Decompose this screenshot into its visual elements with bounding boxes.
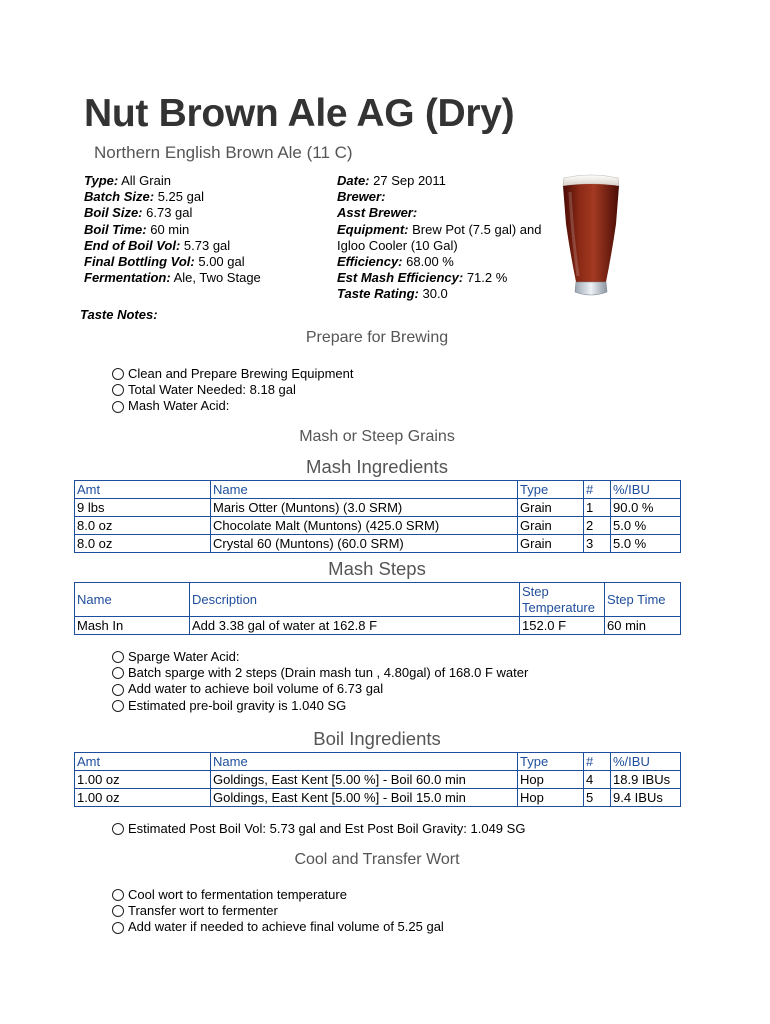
- checklist-item[interactable]: Transfer wort to fermenter: [112, 903, 444, 919]
- table-row: 8.0 oz Chocolate Malt (Muntons) (425.0 SRM) Grain 2 5.0 %: [75, 517, 681, 535]
- prepare-checklist: [112, 366, 353, 415]
- table-header-row: [75, 481, 681, 499]
- table-header-row: [75, 583, 681, 617]
- mash-ingredients-heading: Mash Ingredients: [306, 456, 448, 477]
- col-type: Type: [518, 481, 584, 499]
- col-pct-ibu: %/IBU: [611, 481, 681, 499]
- checklist-item[interactable]: Cool wort to fermentation temperature: [112, 887, 444, 903]
- meta-end-of-boil-vol: End of Boil Vol: 5.73 gal: [84, 237, 231, 253]
- table-row: 1.00 oz Goldings, East Kent [5.00 %] - Boil 15.0 min Hop 5 9.4 IBUs: [75, 789, 681, 807]
- meta-date: Date: 27 Sep 2011: [337, 173, 446, 188]
- table-row: 9 lbs Maris Otter (Muntons) (3.0 SRM) Grain 1 90.0 %: [75, 499, 681, 517]
- col-pct-ibu: %/IBU: [611, 753, 681, 771]
- circle-checkbox-icon[interactable]: [112, 651, 124, 663]
- cool-transfer-heading: Cool and Transfer Wort: [294, 851, 460, 868]
- sparge-checklist: [112, 649, 528, 714]
- col-step-temperature: Step Temperature: [520, 583, 605, 617]
- meta-final-bottling-vol: Final Bottling Vol: 5.00 gal: [84, 254, 245, 270]
- checklist-item[interactable]: Batch sparge with 2 steps (Drain mash tun , 4.80gal) of 168.0 F water: [112, 665, 528, 681]
- meta-equipment: Equipment: Brew Pot (7.5 gal) and Igloo Cooler (10 Gal): [337, 221, 542, 253]
- boil-ingredients-table: [74, 752, 681, 807]
- col-number: #: [584, 481, 611, 499]
- meta-fermentation: Fermentation: Ale, Two Stage: [84, 270, 261, 286]
- checklist-item[interactable]: Clean and Prepare Brewing Equipment: [112, 366, 353, 382]
- circle-checkbox-icon[interactable]: [112, 684, 124, 696]
- prepare-heading: Prepare for Brewing: [305, 329, 449, 346]
- cool-checklist: [112, 887, 444, 936]
- checklist-item[interactable]: Estimated pre-boil gravity is 1.040 SG: [112, 698, 528, 714]
- circle-checkbox-icon[interactable]: [112, 922, 124, 934]
- circle-checkbox-icon[interactable]: [112, 384, 124, 396]
- col-description: Description: [190, 583, 520, 617]
- meta-brewer: Brewer:: [337, 189, 386, 205]
- circle-checkbox-icon[interactable]: [112, 905, 124, 917]
- table-header-row: [75, 753, 681, 771]
- col-number: #: [584, 753, 611, 771]
- meta-boil-size: Boil Size: 6.73 gal: [84, 205, 193, 221]
- mash-ingredients-table: [74, 480, 681, 553]
- meta-est-mash-efficiency: Est Mash Efficiency: 71.2 %: [337, 270, 508, 286]
- recipe-meta-left: [84, 173, 261, 286]
- table-row: 1.00 oz Goldings, East Kent [5.00 %] - Boil 60.0 min Hop 4 18.9 IBUs: [75, 771, 681, 789]
- checklist-item[interactable]: Total Water Needed: 8.18 gal: [112, 382, 353, 398]
- circle-checkbox-icon[interactable]: [112, 401, 124, 413]
- col-amt: Amt: [75, 481, 211, 499]
- circle-checkbox-icon[interactable]: [112, 823, 124, 835]
- table-row: Mash In Add 3.38 gal of water at 162.8 F 152.0 F 60 min: [75, 617, 681, 635]
- recipe-title: Nut Brown Ale AG (Dry): [84, 92, 515, 135]
- taste-notes-label: Taste Notes:: [80, 307, 158, 322]
- col-name: Name: [211, 753, 518, 771]
- circle-checkbox-icon[interactable]: [112, 368, 124, 380]
- col-type: Type: [518, 753, 584, 771]
- col-name: Name: [75, 583, 190, 617]
- meta-efficiency: Efficiency: 68.00 %: [337, 254, 454, 270]
- table-row: 8.0 oz Crystal 60 (Muntons) (60.0 SRM) Grain 3 5.0 %: [75, 535, 681, 553]
- recipe-meta-right: [337, 173, 567, 303]
- boil-ingredients-heading: Boil Ingredients: [313, 728, 441, 749]
- recipe-style: Northern English Brown Ale (11 C): [94, 143, 353, 162]
- checklist-item[interactable]: Mash Water Acid:: [112, 398, 353, 414]
- checklist-item[interactable]: Add water to achieve boil volume of 6.73 gal: [112, 681, 528, 697]
- checklist-item[interactable]: Add water if needed to achieve final volume of 5.25 gal: [112, 919, 444, 935]
- circle-checkbox-icon[interactable]: [112, 700, 124, 712]
- meta-taste-rating: Taste Rating: 30.0: [337, 286, 448, 302]
- checklist-item[interactable]: Estimated Post Boil Vol: 5.73 gal and Est Post Boil Gravity: 1.049 SG: [112, 821, 525, 837]
- post-boil-checklist: [112, 821, 525, 837]
- circle-checkbox-icon[interactable]: [112, 667, 124, 679]
- meta-batch-size: Batch Size: 5.25 gal: [84, 189, 204, 205]
- meta-type: Type: All Grain: [84, 173, 171, 188]
- mash-steps-heading: Mash Steps: [328, 558, 426, 579]
- circle-checkbox-icon[interactable]: [112, 889, 124, 901]
- meta-boil-time: Boil Time: 60 min: [84, 221, 190, 237]
- meta-asst-brewer: Asst Brewer:: [337, 205, 418, 221]
- mash-steps-table: [74, 582, 681, 635]
- col-step-time: Step Time: [605, 583, 681, 617]
- checklist-item[interactable]: Sparge Water Acid:: [112, 649, 528, 665]
- col-amt: Amt: [75, 753, 211, 771]
- mash-or-steep-heading: Mash or Steep Grains: [299, 428, 455, 445]
- beer-glass-icon: [560, 172, 622, 303]
- col-name: Name: [211, 481, 518, 499]
